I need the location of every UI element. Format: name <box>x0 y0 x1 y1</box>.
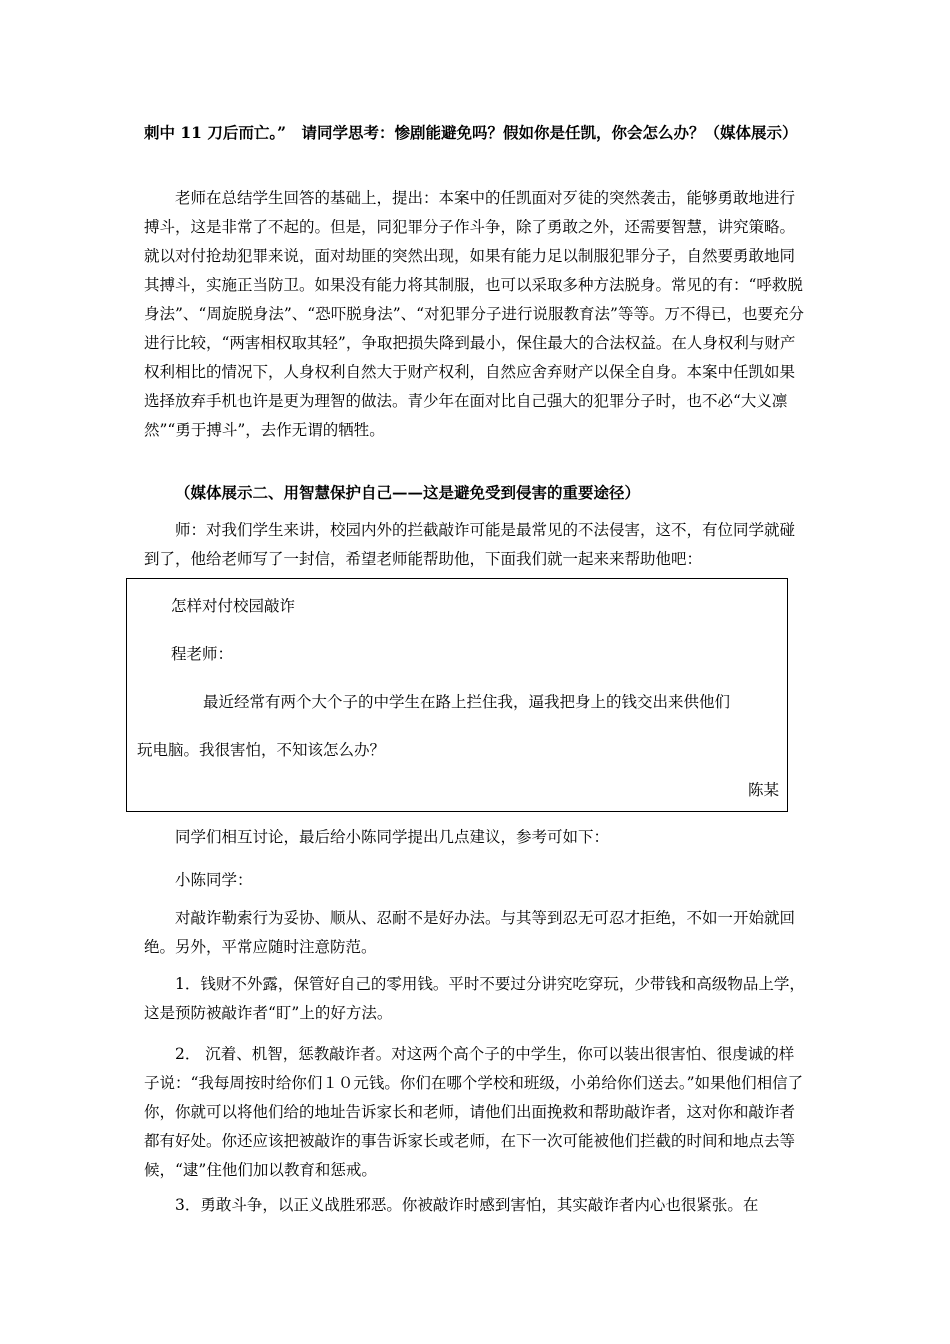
letter-signature: 陈某 <box>747 781 779 799</box>
letter-body-line-2: 玩电脑。我很害怕，不知该怎么办？ <box>137 741 386 759</box>
intro-heading: 刺中 11 刀后而亡。” 请同学思考：惨剧能避免吗？假如你是任凯，你会怎么办？（媒体展示） <box>144 123 798 142</box>
advice-point-1: 1．钱财不外露，保管好自己的零用钱。平时不要过分讲究吃穿玩，少带钱和高级物品上学，这是预防被敲诈者“盯”上的好方法。 <box>144 975 805 1022</box>
salutation-paragraph: 小陈同学： <box>175 871 253 889</box>
letter-greeting: 程老师： <box>171 645 234 663</box>
advice-intro-paragraph: 对敲诈勒索行为妥协、顺从、忍耐不是好办法。与其等到忍无可忍才拒绝，不如一开始就回绝。另外，平常应随时注意防范。 <box>144 909 796 956</box>
letter-body-line-1: 最近经常有两个大个子的中学生在路上拦住我，逼我把身上的钱交出来供他们 <box>203 693 731 711</box>
discussion-paragraph: 同学们相互讨论，最后给小陈同学提出几点建议，参考可如下： <box>175 828 610 846</box>
letter-title: 怎样对付校园敲诈 <box>171 597 296 615</box>
advice-point-3: 3．勇敢斗争，以正义战胜邪恶。你被敲诈时感到害怕，其实敲诈者内心也很紧张。在 <box>175 1196 759 1214</box>
advice-point-2: 2． 沉着、机智，惩教敲诈者。对这两个高个子的中学生，你可以装出很害怕、很虔诚的样子说：“我每周按时给你们１０元钱。你们在哪个学校和班级，小弟给你们送去。”如果他们相信了你，你就可以将他们给的地址告诉家长和老师，请他们出面挽救和帮助敲诈者，这对你和敲诈者都有好处。你还应该把被敲诈的事告诉家长或老师，在下一次可能被他们拦截的时间和地点去等候，“逮”住他们加以教育和惩戒。 <box>144 1045 804 1179</box>
teacher-intro-paragraph: 师：对我们学生来讲，校园内外的拦截敲诈可能是最常见的不法侵害，这不，有位同学就碰到了，他给老师写了一封信，希望老师能帮助他，下面我们就一起来来帮助他吧： <box>144 521 796 568</box>
teacher-summary-paragraph: 老师在总结学生回答的基础上，提出：本案中的任凯面对歹徒的突然袭击，能够勇敢地进行搏斗，这是非常了不起的。但是，同犯罪分子作斗争，除了勇敢之外，还需要智慧，讲究策略。就以对付抢劫犯罪来说，面对劫匪的突然出现，如果有能力足以制服犯罪分子，自然要勇敢地同其搏斗，实施正当防卫。如果没有能力将其制服，也可以采取多种方法脱身。常见的有：“呼救脱身法”、“周旋脱身法”、“恐吓脱身法”、“对犯罪分子进行说服教育法”等等。万不得已，也要充分进行比较，“两害相权取其轻”，争取把损失降到最小，保住最大的合法权益。在人身权利与财产权利相比的情况下，人身权利自然大于财产权利，自然应舍弃财产以保全自身。本案中任凯如果选择放弃手机也许是更为理智的做法。青少年在面对比自己强大的犯罪分子时，也不必“大义凛然”“勇于搏斗”，去作无谓的牺牲。 <box>144 189 804 439</box>
media-two-heading: （媒体展示二、用智慧保护自己——这是避免受到侵害的重要途径） <box>175 483 641 502</box>
letter-box <box>126 578 788 812</box>
